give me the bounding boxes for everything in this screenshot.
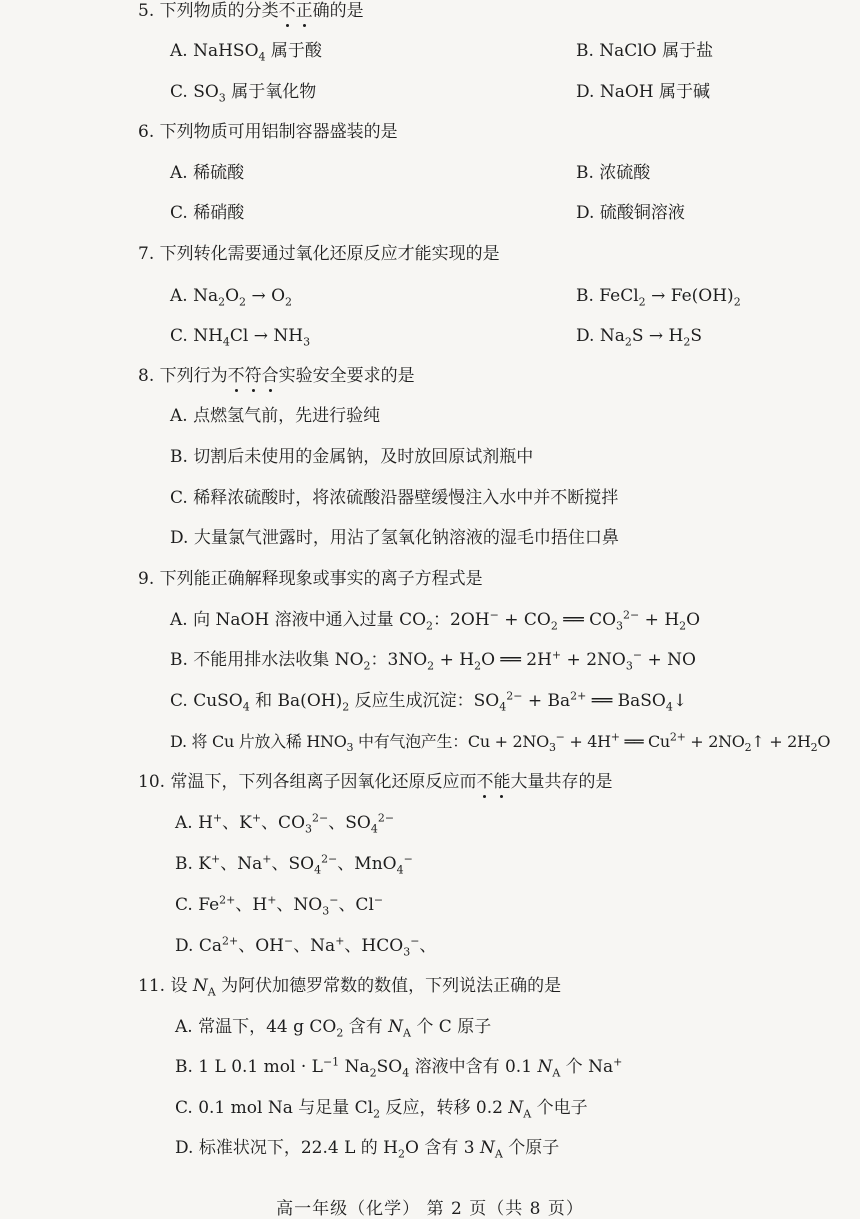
question-8-option-c: C. 稀释浓硫酸时，将浓硫酸沿器壁缓慢注入水中并不断搅拌 bbox=[170, 488, 619, 508]
question-9-option-c: C. CuSO$_4$ 和 $Ba(OH)_2$ 反应生成沉淀：$SO_4^{2-} + Ba^{2+}$ ══ BaSO$_4$↓ bbox=[170, 689, 688, 714]
question-9-option-d: D. 将 Cu 片放入稀 $HNO_3$ 中有气泡产生：$Cu + 2NO_3^- + 4H^+$ ══ $Cu^{2+}$ + $2NO_2↑ + 2H_2O$ bbox=[170, 730, 831, 755]
emphasis-dot-text: 能 bbox=[493, 772, 511, 792]
question-10-option-a: A. H+、K+、$CO_3^{2-}$、$SO_4^{2-}$ bbox=[175, 811, 395, 836]
emphasis-dot-text: 不 bbox=[476, 772, 494, 792]
question-5-stem: 5. 下列物质的分类不正确的是 bbox=[138, 1, 364, 21]
question-8-stem: 8. 下列行为不符合实验安全要求的是 bbox=[138, 366, 415, 386]
question-10-stem: 10. 常温下，下列各组离子因氧化还原反应而不能大量共存的是 bbox=[138, 772, 613, 792]
question-8-option-a: A. 点燃氢气前，先进行验纯 bbox=[170, 406, 381, 426]
question-7-stem: 7. 下列转化需要通过氧化还原反应才能实现的是 bbox=[138, 244, 500, 264]
emphasis-dot-text: 不 bbox=[278, 1, 296, 21]
question-11-option-c: C. 0.1 mol Na 与足量 $Cl_2$ 反应，转移 0.2 $N_A$ 个电子 bbox=[175, 1098, 588, 1121]
question-9-option-b: B. 不能用排水法收集 $NO_2$：$3NO_2 + H_2O$ ══ $2H^+ + 2NO_3^-$ + NO bbox=[170, 648, 696, 673]
question-5-option-a: A. NaHSO$_4$ 属于酸 bbox=[170, 41, 322, 64]
emphasis-dot-text: 不 bbox=[227, 366, 245, 386]
question-6-option-d: D. 硫酸铜溶液 bbox=[576, 203, 685, 223]
question-11-stem: 11. 设 $N_A$ 为阿伏加德罗常数的数值，下列说法正确的是 bbox=[138, 976, 562, 999]
question-10-option-d: D. $Ca^{2+}$、OH−、Na+、$HCO_3^-$、 bbox=[175, 934, 437, 959]
question-8-option-b: B. 切割后未使用的金属钠，及时放回原试剂瓶中 bbox=[170, 447, 534, 467]
question-6-stem: 6. 下列物质可用铝制容器盛装的是 bbox=[138, 122, 398, 142]
question-5-option-d: D. NaOH 属于碱 bbox=[576, 82, 711, 102]
question-10-option-c: C. $Fe^{2+}$、H+、$NO_3^-$、Cl− bbox=[175, 893, 384, 918]
question-7-option-a: A. $Na_2O_2 \to O_2$ bbox=[170, 286, 293, 309]
question-7-option-d: D. $Na_2S \to H_2S$ bbox=[576, 326, 703, 349]
question-10-option-b: B. K+、Na+、$SO_4^{2-}$、MnO$_4$− bbox=[175, 852, 413, 877]
question-6-option-c: C. 稀硝酸 bbox=[170, 203, 245, 223]
question-5-option-b: B. NaClO 属于盐 bbox=[576, 41, 714, 61]
question-9-stem: 9. 下列能正确解释现象或事实的离子方程式是 bbox=[138, 569, 483, 589]
question-11-option-b: B. 1 L 0.1 mol · $L^{-1}$ $Na_2SO_4$ 溶液中含有 0.1 $N_A$ 个 Na+ bbox=[175, 1055, 623, 1080]
question-9-option-a: A. 向 NaOH 溶液中通入过量 $CO_2$：$2OH^- + CO_2$ ══ $CO_3^{2-} + H_2O$ bbox=[170, 608, 701, 633]
question-6-option-b: B. 浓硫酸 bbox=[576, 163, 651, 183]
emphasis-dot-text: 合 bbox=[261, 366, 279, 386]
question-11-option-a: A. 常温下，44 g $CO_2$ 含有 $N_A$ 个 C 原子 bbox=[175, 1017, 492, 1040]
question-6-option-a: A. 稀硫酸 bbox=[170, 163, 245, 183]
question-11-option-d: D. 标准状况下，22.4 L 的 $H_2O$ 含有 3 $N_A$ 个原子 bbox=[175, 1138, 560, 1161]
emphasis-dot-text: 符 bbox=[244, 366, 262, 386]
page-footer: 高一年级（化学） 第 2 页（共 8 页） bbox=[276, 1199, 584, 1219]
emphasis-dot-text: 正 bbox=[295, 1, 313, 21]
question-8-option-d: D. 大量氯气泄露时，用沾了氢氧化钠溶液的湿毛巾捂住口鼻 bbox=[170, 528, 619, 548]
question-7-option-c: C. $NH_4Cl \to NH_3$ bbox=[170, 326, 311, 349]
question-7-option-b: B. FeCl$_2$ → $Fe(OH)_2$ bbox=[576, 286, 741, 309]
question-5-option-c: C. $SO_3$ 属于氧化物 bbox=[170, 82, 317, 105]
